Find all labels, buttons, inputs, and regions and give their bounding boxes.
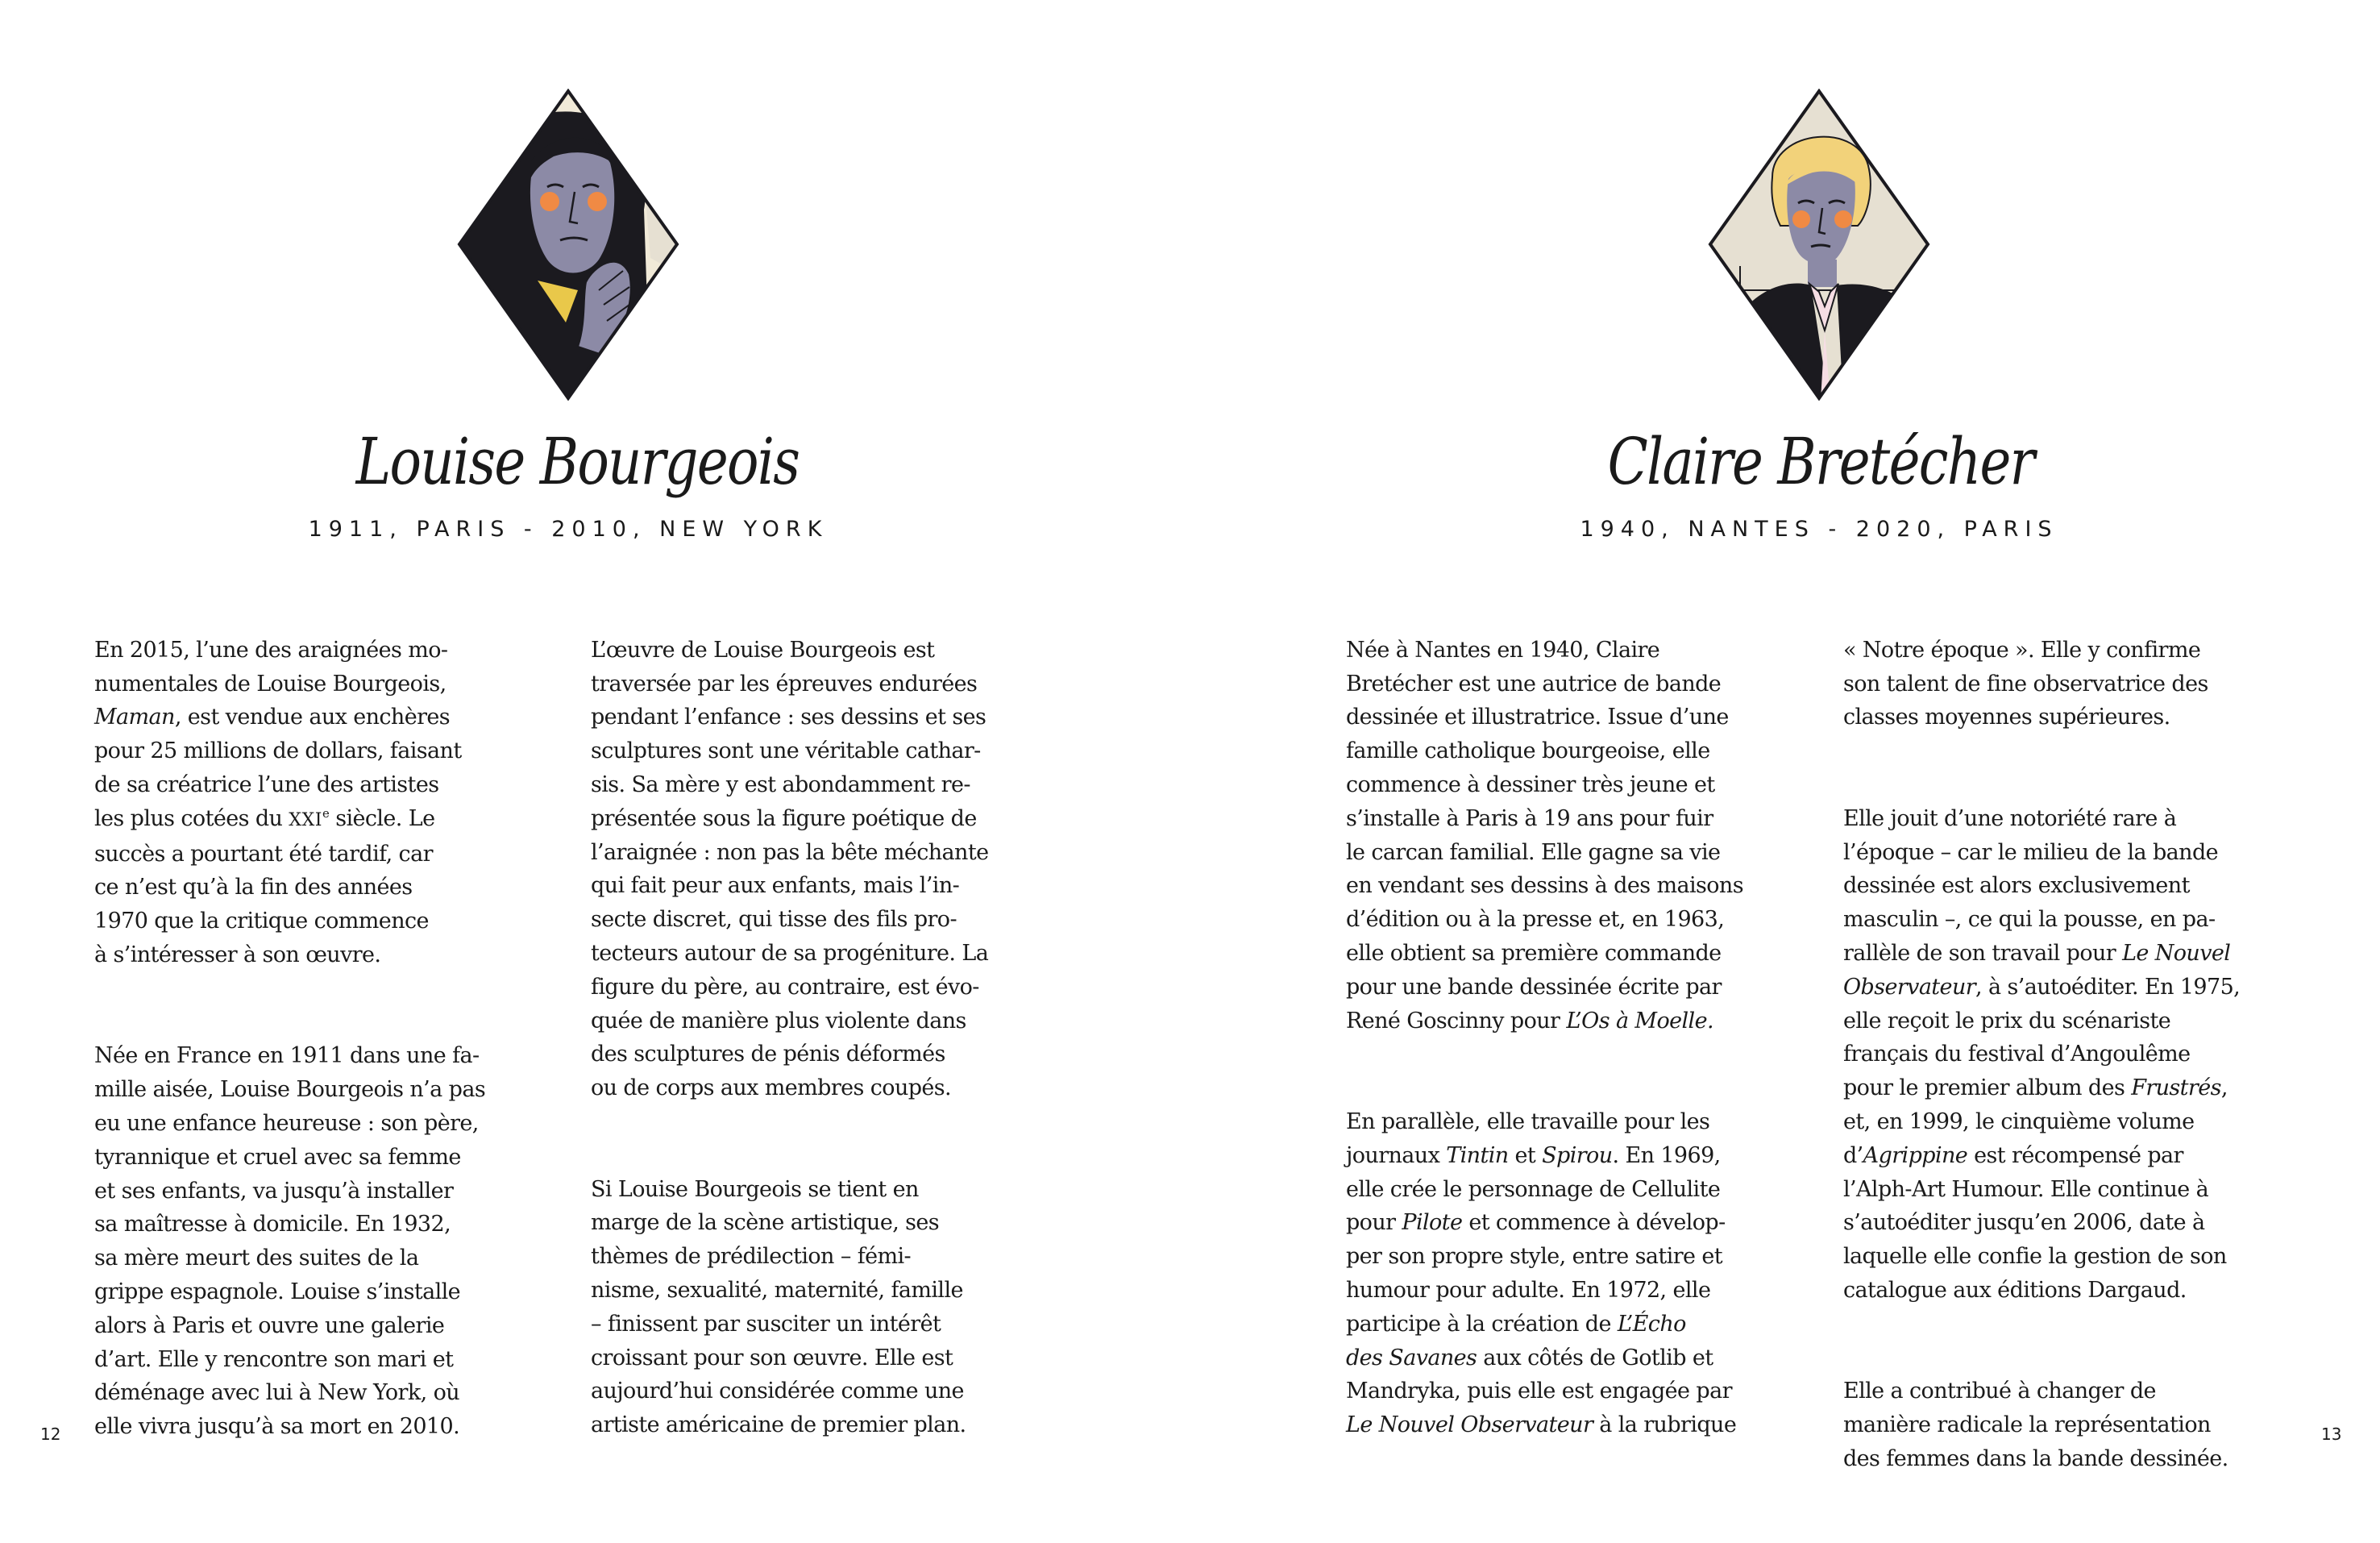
portrait-dates: 1940, NANTES - 2020, PARIS [1580,517,2058,542]
portrait-name: Louise Bourgeois [355,424,800,499]
text-column [591,600,988,1510]
paragraph: Si Louise Bourgeois se tient en marge de la scène artistique, ses thèmes de prédilection – fémi- nisme, sexualité, maternité, famille – finissent par susciter un intérêt croissant pour son œuvre. Elle est aujourd’hui considérée comme une artiste américaine de premier plan. [591,1176,966,1438]
paragraph: Elle a contribué à changer de manière radicale la représentation des femmes dans la bande dessinée. [1843,1379,2228,1471]
text-column [94,600,485,1512]
page-number: 12 [40,1424,61,1444]
paragraph: En 2015, l’une des araignées mo- numentales de Louise Bourgeois, Maman, est vendue aux enchères pour 25 millions de dollars, faisant de sa créatrice l’une des artistes les plus cotées du XXIe siècle. Le succès a pourtant été tardif, car ce n’est qu’à la fin des années 1970 que la critique commence à s’intéresser à son œuvre. [94,637,462,967]
portrait-name: Claire Bretécher [1607,424,2034,499]
paragraph: Elle jouit d’une notoriété rare à l’époque – car le milieu de la bande dessinée est alors exclusivement masculin –, ce qui la pousse, en pa- rallèle de son travail pour Le Nouvel Observateur, à s’autoéditer. En 1975, elle reçoit le prix du scénariste français du festival d’Angoulême pour le premier album des Frustrés, et, en 1999, le cinquième volume d’Agrippine est récompensé par l’Alph-Art Humour. Elle continue à s’autoéditer jusqu’en 2006, date à laquelle elle confie la gestion de son catalogue aux éditions Dargaud. [1843,805,2241,1303]
text-column [1346,600,1743,1510]
paragraph: En parallèle, elle travaille pour les journaux Tintin et Spirou. En 1969, elle crée le personnage de Cellulite pour Pilote et commence à dévelop- per son propre style, entre satire et humour pour adulte. En 1972, elle participe à la création de L’Écho des Savanes aux côtés de Gotlib et Mandryka, puis elle est engagée par Le Nouvel Observateur à la rubrique [1346,1108,1737,1438]
paragraph: Née à Nantes en 1940, Claire Bretécher est une autrice de bande dessinée et illustratrice. Issue d’une famille catholique bourgeoise, elle commence à dessiner très jeune et s’installe à Paris à 19 ans pour fuir le carcan familial. Elle gagne sa vie en vendant ses dessins à des maisons d’édition ou à la presse et, en 1963, elle obtient sa première commande pour une bande dessinée écrite par René Goscinny pour L’Os à Moelle. [1346,637,1743,1034]
louise-bourgeois-portrait [457,89,679,401]
text-column [1843,600,2240,1543]
page-number: 13 [2321,1424,2342,1444]
paragraph: « Notre époque ». Elle y confirme son talent de fine observatrice des classes moyennes supérieures. [1843,637,2208,730]
paragraph: Née en France en 1911 dans une fa- mille aisée, Louise Bourgeois n’a pas eu une enfance heureuse : son père, tyrannique et cruel avec sa femme et ses enfants, va jusqu’à installer sa maîtresse à domicile. En 1932, sa mère meurt des suites de la grippe espagnole. Louise s’installe alors à Paris et ouvre une galerie d’art. Elle y rencontre son mari et déménage avec lui à New York, où elle vivra jusqu’à sa mort en 2010. [94,1043,486,1440]
claire-bretecher-portrait [1708,89,1930,401]
portrait-dates: 1911, PARIS - 2010, NEW YORK [308,517,829,542]
paragraph: L’œuvre de Louise Bourgeois est traversée par les épreuves endurées pendant l’enfance : ses dessins et ses sculptures sont une véritable cathar- sis. Sa mère y est abondamment re- présentée sous la figure poétique de l’araignée : non pas la bête méchante qui fait peur aux enfants, mais l’in- secte discret, qui tisse des fils pro- tecteurs autour de sa progéniture. La figure du père, au contraire, est évo- quée de manière plus violente dans des sculptures de pénis déformés ou de corps aux membres coupés. [591,637,989,1101]
